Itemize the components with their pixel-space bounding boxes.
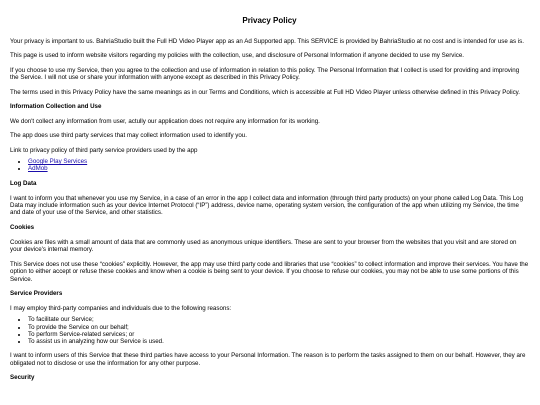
log-data-paragraph: I want to inform you that whenever you use my Service, in a case of an error in the app I collect data and information (through third party products) on your phone called Log Data. This Log Data may include information such as your device Internet Protocol (“IP”) address, device name, operating system version, the configuration of the app when utilizing my Service, the time and date of your use of the Service, and other statistics. xyxy=(10,194,524,217)
list-item: • To facilitate our Service; xyxy=(28,316,529,323)
page-title: Privacy Policy xyxy=(242,16,297,25)
employ-paragraph: I may employ third-party companies and individuals due to the following reasons: xyxy=(10,304,232,312)
no-collect-paragraph: We don't collect any information from user, actully our application does not require any information for its working. xyxy=(10,118,320,126)
third-party-links-list xyxy=(10,158,529,172)
cookies-paragraph: Cookies are files with a small amount of data that are commonly used as anonymous unique identifiers. These are sent to your browser from the websites that you visit and are stored on your device's internal memory. xyxy=(10,238,517,254)
collection-heading: Information Collection and Use xyxy=(10,103,102,111)
list-item: • To provide the Service on our behalf; xyxy=(28,324,529,331)
list-item xyxy=(28,165,529,172)
third-access-paragraph: I want to inform users of this Service that these third parties have access to your Personal Information. The reason is to perform the tasks assigned to them on our behalf. However, they are obligated not to disclose or use the information for any other purpose. xyxy=(10,352,526,367)
cookies-heading: Cookies xyxy=(10,223,35,231)
google-play-services-link[interactable]: Google Play Services xyxy=(28,158,88,166)
agree-paragraph: If you choose to use my Service, then you agree to the collection and use of information in relation to this policy. The Personal Information that I collect is used for providing and improving the Service. I will not use or share your information with anyone except as described in this Privacy Policy. xyxy=(10,66,520,82)
link-intro-paragraph: Link to privacy policy of third party service providers used by the app xyxy=(10,146,198,154)
intro-paragraph: Your privacy is important to us. BahriaStudio built the Full HD Video Player app as an Ad Supported app. This SERVICE is provided by BahriaStudio at no cost and is intended for use as is. xyxy=(10,38,524,45)
inform-paragraph: This page is used to inform website visitors regarding my policies with the collection, use, and disclosure of Personal Information if anyone decided to use my Service. xyxy=(10,52,464,60)
log-data-heading: Log Data xyxy=(10,179,37,187)
cookies-usage-paragraph: This Service does not use these “cookies” explicitly. However, the app may use third party code and libraries that use “cookies” to collect information and improve their services. You have the option to either accept or refuse these cookies and know when a cookie is being sent to your device. If you choose to refuse our cookies, you may not be able to use some portions of this Service. xyxy=(10,260,529,283)
list-item: • To assist us in analyzing how our Service is used. xyxy=(28,338,529,345)
terms-paragraph: The terms used in this Privacy Policy have the same meanings as in our Terms and Conditions, which is accessible at Full HD Video Player unless otherwise defined in this Privacy Policy. xyxy=(10,88,521,96)
service-providers-heading: Service Providers xyxy=(10,289,63,297)
admob-link[interactable]: AdMob xyxy=(28,165,48,173)
security-heading: Security xyxy=(10,373,35,381)
third-party-paragraph: The app does use third party services that may collect information used to identify you. xyxy=(10,132,247,140)
list-item xyxy=(28,158,529,165)
list-item: • To perform Service-related services; or xyxy=(28,331,529,338)
reasons-list xyxy=(10,316,529,345)
